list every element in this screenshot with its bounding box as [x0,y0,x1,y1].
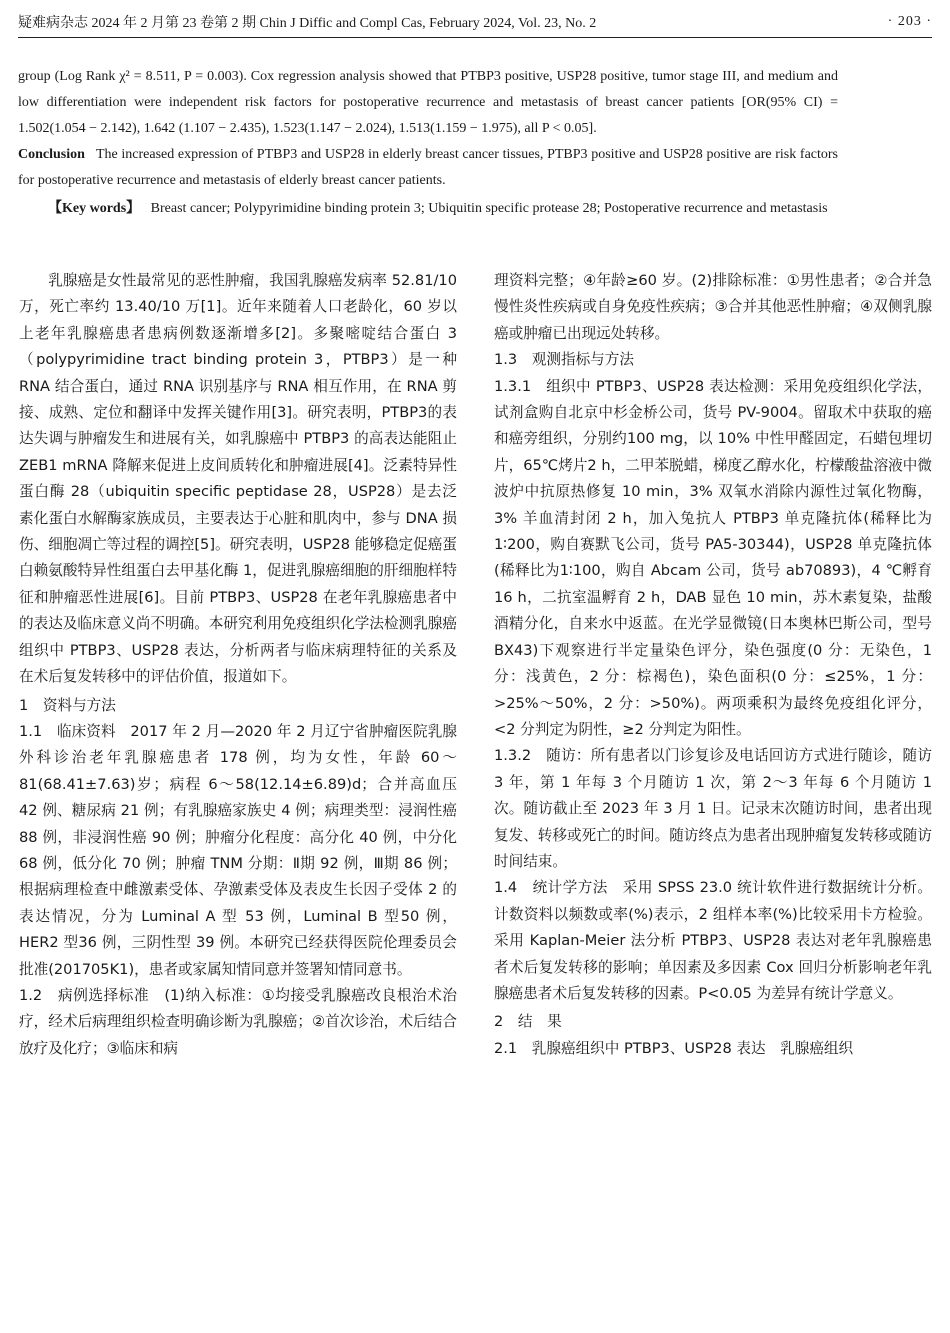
section-1-3-heading: 1.3 观测指标与方法 [494,351,634,369]
conclusion-label: Conclusion [18,147,85,162]
page-number: · 203 · [887,14,932,29]
abstract-results-tail: group (Log Rank χ² = 8.511, P = 0.003). Cox regression analysis showed that PTBP3 positive, USP28 positive, tumor stage III, and medium and low differentiation were independent risk factors for postoperative recurrence and metastasis of breast cancer patients [OR(95% CI) = 1.502(1.054 − 2.142), 1.642 (1.107 − 2.435), 1.523(1.147 − 2.024), 1.513(1.159 − 1.975), all P < 0.05]. [18,69,838,136]
conclusion-text: The increased expression of PTBP3 and USP28 in elderly breast cancer tissues, PTBP3 positive and USP28 positive are risk factors for postoperative recurrence and metastasis of elderly breast cancer patients. [18,147,839,188]
running-header [18,10,932,34]
abstract-conclusion [18,142,838,194]
introduction-paragraph: 乳腺癌是女性最常见的恶性肿瘤，我国乳腺癌发病率 52.81/10 万，死亡率约 13.40/10 万[1]。近年来随着人口老龄化，60 岁以上老年乳腺癌患者患病例数逐渐增多[2]。多聚嘧啶结合蛋白 3（polypyrimidine tract binding protein 3，PTBP3）是一种 RNA 结合蛋白，通过 RNA 识别基序与 RNA 相互作用，在 RNA 剪接、成熟、定位和翻译中发挥关键作用[3]。研究表明，PTBP3的表达失调与肿瘤发生和进展有关，如乳腺癌中 PTBP3 的高表达能阻止 ZEB1 mRNA 降解来促进上皮间质转化和肿瘤进展[4]。泛素特异性蛋白酶 28（ubiquitin specific peptidase 28，USP28）是去泛素化蛋白水解酶家族成员，主要表达于心脏和肌肉中，参与 DNA 损伤、细胞凋亡等过程的调控[5]。研究表明，USP28 能够稳定促癌蛋白赖氨酸特异性组蛋白去甲基化酶 1，促进乳腺癌细胞的肝细胞样特征和肿瘤恶性进展[6]。目前 PTBP3、USP28 在老年乳腺癌患者中的表达及临床意义尚不明确。本研究利用免疫组织化学法检测乳腺癌组织中 PTBP3、USP28 表达，分析两者与临床病理特征的关系及在术后复发转移中的评估价值，报道如下。 [19,272,457,686]
journal-info: 疑难病杂志 2024 年 2 月第 23 卷第 2 期 Chin J Diffic and Compl Cas, February 2024, Vol. 23, No. 2 [18,16,597,31]
right-column [494,268,932,1062]
keywords-text: Breast cancer; Polypyrimidine binding protein 3; Ubiquitin specific protease 28; Postoperative recurrence and metastasis [150,201,828,216]
keywords-label: 【Key words】 [48,201,141,216]
left-column [19,268,457,1062]
keywords [18,196,838,222]
section-1-heading: 1 资料与方法 [19,696,116,714]
header-divider [18,37,932,38]
english-abstract [18,64,838,222]
section-1-2-paragraph: 1.2 病例选择标准 (1)纳入标准：①均接受乳腺癌改良根治术治疗，经术后病理组织检查明确诊断为乳腺癌；②首次诊治，术后结合放疗及化疗；③临床和病 [19,986,457,1057]
section-1-4-paragraph: 1.4 统计学方法 采用 SPSS 23.0 统计软件进行数据统计分析。计数资料以频数或率(%)表示，2 组样本率(%)比较采用卡方检验。采用 Kaplan-Meier 法分析 PTBP3、USP28 表达对老年乳腺癌患者术后复发转移的影响；单因素及多因素 Cox 回归分析影响老年乳腺癌患者术后复发转移的因素。P<0.05 为差异有统计学意义。 [494,879,932,1002]
section-1-3-1-paragraph: 1.3.1 组织中 PTBP3、USP28 表达检测：采用免疫组织化学法，试剂盒购自北京中杉金桥公司，货号 PV-9004。留取术中获取的癌和癌旁组织，分别约100 mg，以 10% 中性甲醛固定，石蜡包埋切片，65℃烤片2 h，二甲苯脱蜡，梯度乙醇水化，柠檬酸盐溶液中微波炉中抗原热修复 10 min，3% 双氧水消除内源性过氧化物酶，3% 羊血清封闭 2 h，加入兔抗人 PTBP3 单克隆抗体(稀释比为 1∶200，购自赛默飞公司，货号 PA5-30344)，USP28 单克隆抗体(稀释比为1∶100，购自 Abcam 公司，货号 ab70893)，4 ℃孵育 16 h，二抗室温孵育 2 h，DAB 显色 10 min，苏木素复染，盐酸酒精分化，自来水中返蓝。在光学显微镜(日本奥林巴斯公司，型号 BX43)下观察进行半定量染色评分，染色强度(0 分：无染色，1 分：浅黄色，2 分：棕褐色)，染色面积(0 分：≤25%，1 分：>25%～50%，2 分：>50%)。两项乘积为最终免疫组化评分，<2 分判定为阴性，≥2 分判定为阳性。 [494,377,932,738]
section-2-heading: 2 结 果 [494,1013,562,1031]
section-1-3-2-paragraph: 1.3.2 随访：所有患者以门诊复诊及电话回访方式进行随诊，随访 3 年，第 1 年每 3 个月随访 1 次，第 2～3 年每 6 个月随访 1 次。随访截止至 2023 年 3 月 1 日。记录末次随访时间，患者出现复发、转移或死亡的时间。随访终点为患者出现肿瘤复发转移或随访时间结束。 [494,747,932,870]
section-1-2-continuation: 理资料完整；④年龄≥60 岁。(2)排除标准：①男性患者；②合并急慢性炎性疾病或自身免疫性疾病；③合并其他恶性肿瘤；④双侧乳腺癌或肿瘤已出现远处转移。 [494,272,932,342]
section-1-1-paragraph: 1.1 临床资料 2017 年 2 月—2020 年 2 月辽宁省肿瘤医院乳腺外科诊治老年乳腺癌患者 178 例，均为女性，年龄 60～81(68.41±7.63)岁；病程 6～58(12.14±6.89)d；合并高血压 42 例、糖尿病 21 例；有乳腺癌家族史 4 例；病理类型：浸润性癌 88 例，非浸润性癌 90 例；肿瘤分化程度：高分化 40 例，中分化 68 例，低分化 70 例；肿瘤 TNM 分期：Ⅱ期 92 例，Ⅲ期 86 例；根据病理检查中雌激素受体、孕激素受体及表皮生长因子受体 2 的表达情况，分为 Luminal A 型 53 例，Luminal B 型50 例，HER2 型36 例，三阴性型 39 例。本研究已经获得医院伦理委员会批准(201705K1)，患者或家属知情同意并签署知情同意书。 [19,722,457,978]
section-2-1-paragraph: 2.1 乳腺癌组织中 PTBP3、USP28 表达 乳腺癌组织 [494,1039,854,1057]
